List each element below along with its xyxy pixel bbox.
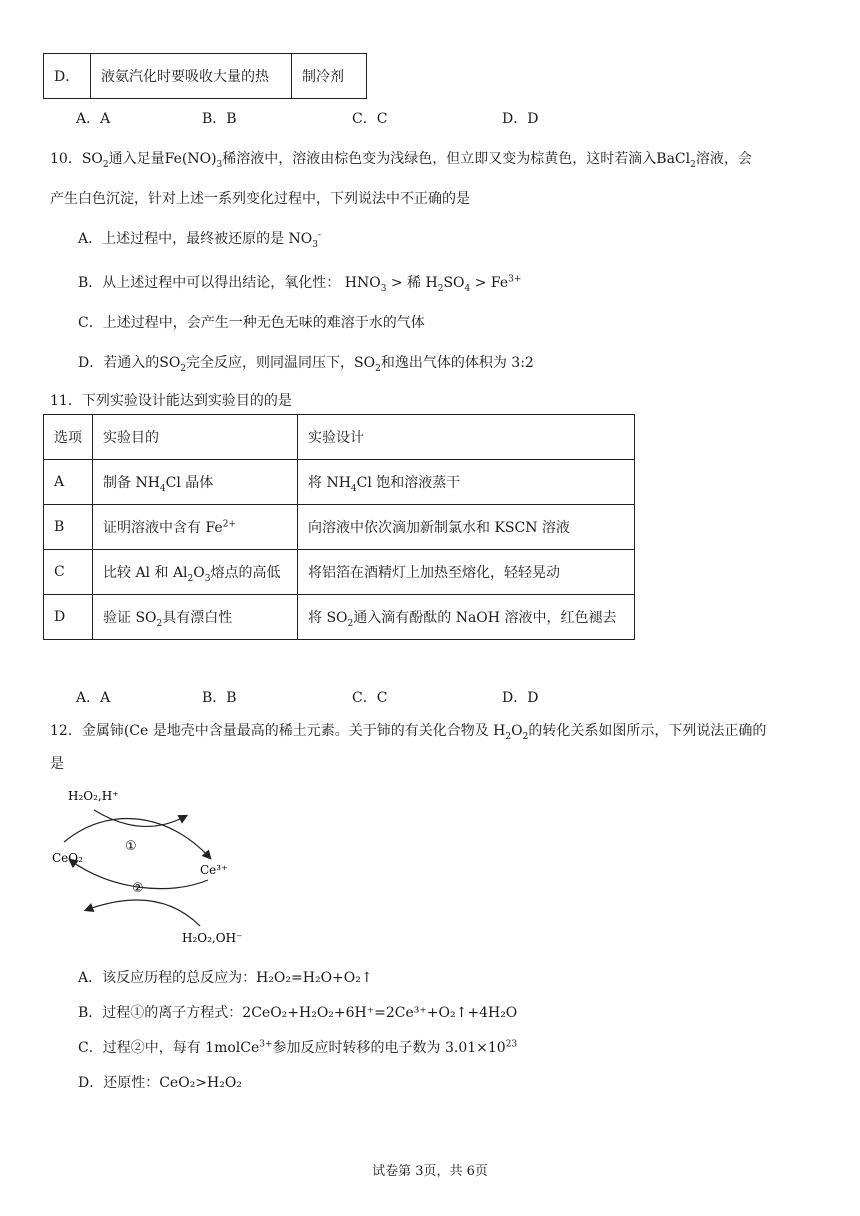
table-row: A 制备 $NH_4Cl$ 晶体 将 $NH_4Cl$ 饱和溶液蒸干: [44, 460, 635, 505]
q12-diagram: [50, 784, 270, 954]
top-table-desc: 液氨汽化时要吸收大量的热: [91, 54, 292, 99]
table-row: B 证明溶液中含有 $Fe^{2+}$ 向溶液中依次滴加新制氯水和 KSCN 溶液: [44, 505, 635, 550]
q12-option-b: B．过程①的离子方程式：2CeO₂+H₂O₂+6H⁺=2Ce³⁺+O₂↑+4H₂O: [78, 1005, 518, 1021]
header-option: 选项: [44, 415, 93, 460]
q12-option-c: C．过程②中，每有 1molCe$^{3+}$参加反应时转移的电子数为 $3.01\times 10^{23}$: [78, 1039, 518, 1056]
table-row: C 比较 Al 和 $Al_2O_3$熔点的高低 将铝箔在酒精灯上加热至熔化，轻轻晃动: [44, 550, 635, 595]
table-row: D 验证 $SO_2$具有漂白性 将 $SO_2$通入滴有酚酞的 NaOH 溶液中，红色褪去: [44, 595, 635, 640]
q9-option-b: B．B: [202, 111, 237, 127]
q10-option-b: B．从上述过程中可以得出结论，氧化性： $HNO_3$ > 稀 $H_2SO_4 > Fe^{3+}$: [78, 274, 522, 294]
q10-option-c: C．上述过程中，会产生一种无色无味的难溶于水的气体: [78, 315, 425, 331]
q10-stem-line2: 产生白色沉淀，针对上述一系列变化过程中，下列说法中不正确的是: [50, 191, 470, 207]
diagram-step1-label: ①: [125, 839, 137, 854]
q11-option-b: B．B: [202, 690, 237, 706]
q10-option-d: D．若通入的$SO_2$完全反应，则同温同压下，$SO_2$和逸出气体的体积为 3:2: [78, 355, 534, 374]
arrow-step1-main: [64, 818, 210, 858]
header-purpose: 实验目的: [93, 415, 298, 460]
q11-stem: 11．下列实验设计能达到实验目的的是: [50, 393, 292, 409]
q9-option-c: C．C: [352, 111, 388, 127]
q10-option-a: A．上述过程中，最终被还原的是 $NO_3^-$: [78, 230, 322, 250]
diagram-top-label: H₂O₂,H⁺: [68, 789, 119, 803]
diagram-ce3-label: Ce³⁺: [200, 863, 228, 877]
arrow-step2-reagent: [86, 900, 200, 926]
q12-stem-line1: 12．金属铈(Ce 是地壳中含量最高的稀土元素。关于铈的有关化合物及 $H_2O_2$的转化关系如图所示，下列说法正确的: [50, 723, 767, 742]
q11-option-a: A．A: [76, 690, 111, 706]
q12-option-d: D．还原性：CeO₂>H₂O₂: [78, 1075, 242, 1091]
diagram-step2-label: ②: [132, 881, 144, 896]
q11-option-d: D．D: [502, 690, 539, 706]
diagram-ceo2-label: CeO₂: [52, 851, 83, 865]
header-design: 实验设计: [298, 415, 635, 460]
q11-table: [43, 414, 635, 640]
page-footer: 试卷第 3页，共 6页: [372, 1164, 488, 1179]
arrow-step1-reagent: [94, 810, 186, 827]
q11-option-c: C．C: [352, 690, 388, 706]
diagram-bottom-label: H₂O₂,OH⁻: [182, 931, 243, 945]
q12-stem-line2: 是: [50, 756, 64, 772]
q12-option-a: A．该反应历程的总反应为：H₂O₂=H₂O+O₂↑: [78, 970, 373, 986]
top-table-use: 制冷剂: [292, 54, 367, 99]
q9-option-a: A．A: [76, 111, 111, 127]
top-table-label: D．: [44, 54, 91, 99]
table-header-row: [44, 415, 635, 460]
q9-option-d: D．D: [502, 111, 539, 127]
top-table: [43, 53, 367, 99]
q10-stem-line1: 10．$SO_2$通入足量$Fe(NO)_3$稀溶液中，溶液由棕色变为浅绿色，但立即又变为棕黄色，这时若滴入BaCl$_2$溶液，会: [50, 151, 752, 170]
